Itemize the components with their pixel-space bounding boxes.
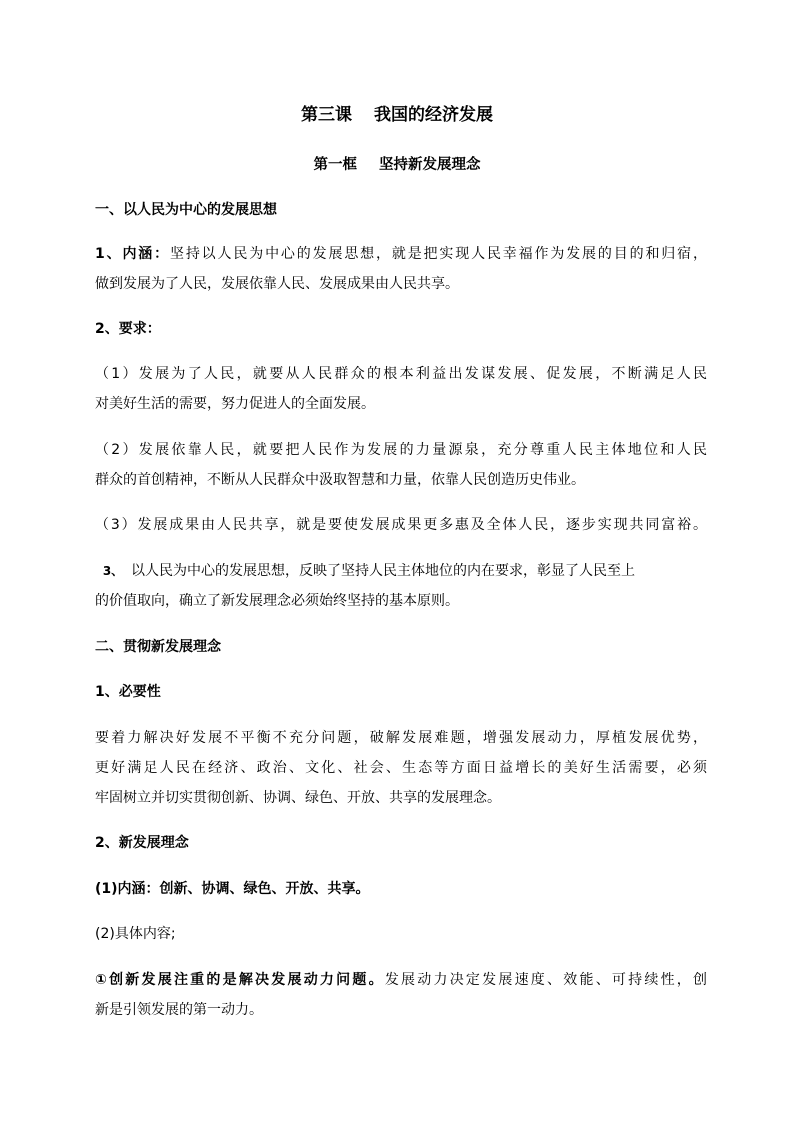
new-concept-label: 2、新发展理念: [95, 835, 189, 851]
requirement-3-line1: （3）发展成果由人民共享，就是要使发展成果更多惠及全体人民，逐步实现共同富裕。: [95, 517, 707, 533]
item-1-line2: 新是引领发展的第一动力。: [95, 1002, 263, 1018]
paragraph-requirements-label: 2、要求：: [95, 321, 161, 337]
title-lesson: 第三课: [301, 105, 352, 125]
content-sub: (2)具体内容;: [95, 926, 176, 942]
connotation-sub: (1)内涵：创新、协调、绿色、开放、共享。: [95, 881, 370, 897]
paragraph-3-line2: 的价值取向，确立了新发展理念必须始终坚持的基本原则。: [95, 593, 459, 609]
title-topic: 我国的经济发展: [374, 105, 493, 125]
section-heading-1: 一、以人民为中心的发展思想: [95, 202, 277, 218]
item-1-emphasis: ①创新发展注重的是解决发展动力问题。: [95, 972, 385, 988]
paragraph-3-line1: 3、 以人民为中心的发展思想，反映了坚持人民主体地位的内在要求，彰显了人民至上: [95, 562, 707, 580]
subtitle-frame: 第一框: [313, 157, 357, 173]
subtitle-topic: 坚持新发展理念: [379, 157, 481, 173]
paragraph-connotation-line2: 做到发展为了人民，发展依靠人民、发展成果由人民共享。: [95, 276, 459, 292]
section-heading-2: 二、贯彻新发展理念: [95, 639, 221, 655]
paragraph-number: 3、: [102, 564, 124, 578]
requirement-1-line2: 对美好生活的需要，努力促进人的全面发展。: [95, 396, 375, 412]
paragraph-connotation-line1: 1、内涵：坚持以人民为中心的发展思想，就是把实现人民幸福作为发展的目的和归宿，: [95, 246, 707, 262]
necessity-line1: 要着力解决好发展不平衡不充分问题，破解发展难题，增强发展动力，厚植发展优势，: [95, 730, 707, 746]
page-subtitle: [0, 156, 794, 174]
necessity-label: 1、必要性: [95, 684, 161, 700]
requirement-1-line1: （1）发展为了人民，就要从人民群众的根本利益出发谋发展、促发展，不断满足人民: [95, 366, 707, 382]
necessity-line2: 更好满足人民在经济、政治、文化、社会、生态等方面日益增长的美好生活需要，必须: [95, 760, 707, 776]
item-1-line1: ①创新发展注重的是解决发展动力问题。发展动力决定发展速度、效能、可持续性，创: [95, 972, 707, 988]
paragraph-label: 1、内涵：: [95, 246, 170, 262]
requirement-2-line1: （2）发展依靠人民，就要把人民作为发展的力量源泉，充分尊重人民主体地位和人民: [95, 442, 707, 458]
page-title: [0, 104, 794, 126]
necessity-line3: 牢固树立并切实贯彻创新、协调、绿色、开放、共享的发展理念。: [95, 790, 501, 806]
requirement-2-line2: 群众的首创精神，不断从人民群众中汲取智慧和力量，依靠人民创造历史伟业。: [95, 472, 585, 488]
